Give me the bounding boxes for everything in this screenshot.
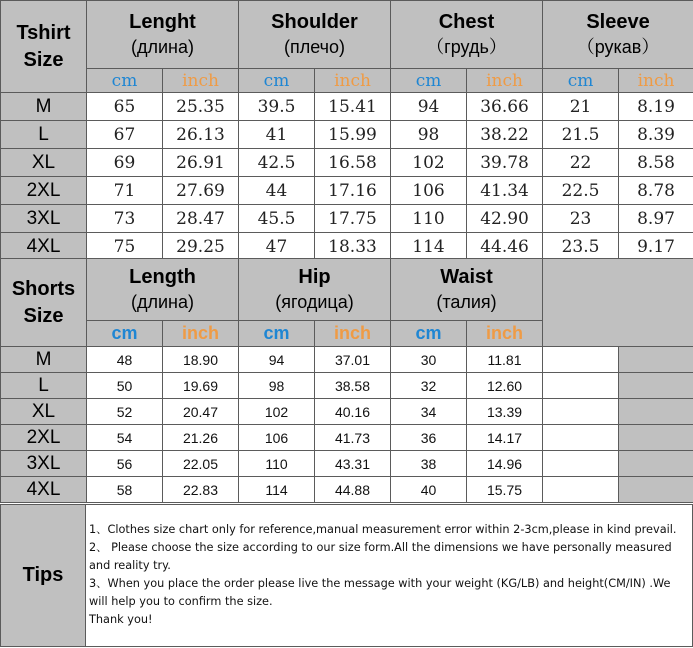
shorts-empty-cell [619, 425, 693, 451]
shorts-cell: 48 [87, 347, 163, 373]
shorts-empty-cell [543, 477, 619, 503]
shorts-empty-cell [619, 347, 693, 373]
shorts-col-hip-ru: (ягодица) [275, 291, 354, 312]
shorts-size-label: XL [1, 399, 87, 425]
shorts-empty-cell [543, 347, 619, 373]
shorts-empty-cell [543, 451, 619, 477]
shorts-cell: 102 [239, 399, 315, 425]
shorts-size-table [0, 258, 693, 503]
shorts-row [1, 425, 693, 451]
tshirt-cell: 17.16 [315, 177, 391, 205]
shorts-size-label: 3XL [1, 451, 87, 477]
tshirt-cell: 44.46 [467, 233, 543, 261]
shorts-col-waist-ru: (талия) [436, 291, 497, 312]
tips-section [0, 504, 693, 648]
tshirt-row [1, 149, 693, 177]
tshirt-col-shoulder-en: Shoulder [271, 10, 358, 33]
shorts-row [1, 347, 693, 373]
tshirt-cell: 69 [87, 149, 163, 177]
tshirt-cell: 22.5 [543, 177, 619, 205]
tshirt-col-sleeve-en: Sleeve [586, 10, 650, 33]
tshirt-col-chest-ru: （грудь） [426, 36, 507, 57]
shorts-cell: 18.90 [163, 347, 239, 373]
tshirt-cell: 42.5 [239, 149, 315, 177]
shorts-cell: 13.39 [467, 399, 543, 425]
tips-label: Tips [22, 564, 64, 586]
shorts-cell: 37.01 [315, 347, 391, 373]
shorts-cell: 22.83 [163, 477, 239, 503]
tshirt-size-label: M [1, 93, 87, 121]
tshirt-col-chest-en: Chest [438, 10, 495, 33]
shorts-empty-cell [619, 451, 693, 477]
tshirt-cell: 71 [87, 177, 163, 205]
tip-line-2: 2、 Please choose the size according to our size form.All the dimensions we have personally measured and reality try. [89, 541, 672, 572]
tshirt-unit-cm: cm [239, 69, 315, 93]
tshirt-cell: 44 [239, 177, 315, 205]
shorts-cell: 22.05 [163, 451, 239, 477]
shorts-col-hip [239, 259, 391, 321]
tshirt-cell: 26.91 [163, 149, 239, 177]
tshirt-size-table [0, 0, 693, 261]
tshirt-col-length-en: Lenght [129, 10, 196, 33]
shorts-cell: 32 [391, 373, 467, 399]
shorts-empty-cell [619, 399, 693, 425]
tshirt-col-chest [391, 1, 543, 69]
tshirt-size-label: 2XL [1, 177, 87, 205]
shorts-cell: 98 [239, 373, 315, 399]
shorts-cell: 30 [391, 347, 467, 373]
shorts-cell: 11.81 [467, 347, 543, 373]
tshirt-corner-line1: Tshirt [16, 21, 71, 44]
tshirt-cell: 22 [543, 149, 619, 177]
tshirt-unit-inch: inch [163, 69, 239, 93]
shorts-col-length-en: Length [129, 265, 196, 288]
tshirt-cell: 8.39 [619, 121, 693, 149]
shorts-empty-cell [543, 373, 619, 399]
tshirt-unit-cm: cm [391, 69, 467, 93]
shorts-row [1, 399, 693, 425]
shorts-cell: 41.73 [315, 425, 391, 451]
tshirt-cell: 25.35 [163, 93, 239, 121]
tshirt-cell: 8.19 [619, 93, 693, 121]
shorts-cell: 110 [239, 451, 315, 477]
shorts-cell: 38 [391, 451, 467, 477]
shorts-row [1, 451, 693, 477]
shorts-cell: 14.96 [467, 451, 543, 477]
tshirt-row [1, 233, 693, 261]
shorts-cell: 52 [87, 399, 163, 425]
tshirt-row [1, 205, 693, 233]
tshirt-cell: 45.5 [239, 205, 315, 233]
shorts-unit-cm: cm [239, 321, 315, 347]
shorts-cell: 36 [391, 425, 467, 451]
tshirt-unit-inch: inch [467, 69, 543, 93]
tshirt-cell: 41.34 [467, 177, 543, 205]
tshirt-cell: 21 [543, 93, 619, 121]
tshirt-cell: 102 [391, 149, 467, 177]
shorts-cell: 106 [239, 425, 315, 451]
tshirt-cell: 42.90 [467, 205, 543, 233]
tshirt-cell: 23.5 [543, 233, 619, 261]
tshirt-unit-inch: inch [619, 69, 693, 93]
tshirt-cell: 65 [87, 93, 163, 121]
shorts-cell: 114 [239, 477, 315, 503]
tshirt-cell: 39.78 [467, 149, 543, 177]
tshirt-body [1, 93, 693, 261]
tshirt-col-sleeve [543, 1, 693, 69]
tshirt-cell: 26.13 [163, 121, 239, 149]
tshirt-cell: 18.33 [315, 233, 391, 261]
shorts-unit-inch: inch [467, 321, 543, 347]
tshirt-cell: 28.47 [163, 205, 239, 233]
tshirt-cell: 8.78 [619, 177, 693, 205]
shorts-unit-cm: cm [391, 321, 467, 347]
shorts-corner-line1: Shorts [11, 277, 76, 300]
tshirt-size-label: L [1, 121, 87, 149]
shorts-cell: 58 [87, 477, 163, 503]
shorts-size-label: 4XL [1, 477, 87, 503]
shorts-cell: 14.17 [467, 425, 543, 451]
tshirt-cell: 47 [239, 233, 315, 261]
tshirt-col-sleeve-ru: （рукав） [576, 36, 660, 57]
shorts-empty-header [543, 259, 693, 347]
shorts-size-label: L [1, 373, 87, 399]
shorts-body [1, 347, 693, 503]
tshirt-cell: 110 [391, 205, 467, 233]
tshirt-unit-cm: cm [543, 69, 619, 93]
tshirt-col-shoulder [239, 1, 391, 69]
tshirt-corner-line2: Size [23, 48, 64, 71]
shorts-size-label: 2XL [1, 425, 87, 451]
shorts-cell: 20.47 [163, 399, 239, 425]
tshirt-col-length-ru: (длина) [131, 36, 194, 57]
tshirt-cell: 106 [391, 177, 467, 205]
tshirt-cell: 8.97 [619, 205, 693, 233]
shorts-cell: 40 [391, 477, 467, 503]
tshirt-col-shoulder-ru: (плечо) [283, 36, 346, 57]
tshirt-size-label: 3XL [1, 205, 87, 233]
tshirt-corner-header [1, 1, 87, 93]
shorts-cell: 19.69 [163, 373, 239, 399]
shorts-cell: 54 [87, 425, 163, 451]
tshirt-size-label: XL [1, 149, 87, 177]
shorts-unit-inch: inch [163, 321, 239, 347]
tshirt-unit-inch: inch [315, 69, 391, 93]
shorts-corner-header [1, 259, 87, 347]
tshirt-cell: 15.41 [315, 93, 391, 121]
shorts-cell: 40.16 [315, 399, 391, 425]
shorts-row [1, 477, 693, 503]
shorts-cell: 34 [391, 399, 467, 425]
tip-line-4: Thank you! [89, 613, 153, 626]
shorts-cell: 12.60 [467, 373, 543, 399]
tshirt-cell: 73 [87, 205, 163, 233]
tshirt-cell: 38.22 [467, 121, 543, 149]
tshirt-cell: 75 [87, 233, 163, 261]
tshirt-cell: 98 [391, 121, 467, 149]
tshirt-cell: 114 [391, 233, 467, 261]
shorts-cell: 94 [239, 347, 315, 373]
tshirt-cell: 15.99 [315, 121, 391, 149]
tshirt-cell: 16.58 [315, 149, 391, 177]
tshirt-cell: 29.25 [163, 233, 239, 261]
tshirt-unit-cm: cm [87, 69, 163, 93]
tshirt-row [1, 177, 693, 205]
shorts-col-hip-en: Hip [298, 265, 331, 288]
tshirt-cell: 41 [239, 121, 315, 149]
shorts-col-waist [391, 259, 543, 321]
shorts-col-length-ru: (длина) [131, 291, 194, 312]
tshirt-cell: 23 [543, 205, 619, 233]
shorts-cell: 44.88 [315, 477, 391, 503]
shorts-corner-line2: Size [23, 304, 64, 327]
tips-text [86, 504, 693, 647]
tshirt-col-length [87, 1, 239, 69]
shorts-cell: 50 [87, 373, 163, 399]
shorts-unit-cm: cm [87, 321, 163, 347]
tshirt-cell: 39.5 [239, 93, 315, 121]
shorts-size-label: M [1, 347, 87, 373]
tshirt-cell: 67 [87, 121, 163, 149]
tshirt-cell: 94 [391, 93, 467, 121]
shorts-col-waist-en: Waist [440, 265, 493, 288]
shorts-row [1, 373, 693, 399]
tip-line-1: 1、Clothes size chart only for reference,manual measurement error within 2-3cm,please in kind prevail. [89, 523, 677, 536]
tshirt-cell: 36.66 [467, 93, 543, 121]
shorts-cell: 15.75 [467, 477, 543, 503]
shorts-col-length [87, 259, 239, 321]
tip-line-3: 3、When you place the order please live the message with your weight (KG/LB) and height(CM/IN) .We will help you to confirm the size. [89, 577, 671, 608]
tshirt-row [1, 93, 693, 121]
shorts-cell: 43.31 [315, 451, 391, 477]
shorts-empty-cell [619, 477, 693, 503]
tshirt-cell: 9.17 [619, 233, 693, 261]
shorts-empty-cell [543, 425, 619, 451]
tshirt-cell: 27.69 [163, 177, 239, 205]
tshirt-row [1, 121, 693, 149]
shorts-unit-inch: inch [315, 321, 391, 347]
tips-label-cell [0, 504, 86, 647]
tshirt-cell: 17.75 [315, 205, 391, 233]
shorts-empty-cell [619, 373, 693, 399]
shorts-cell: 38.58 [315, 373, 391, 399]
tshirt-cell: 8.58 [619, 149, 693, 177]
shorts-empty-cell [543, 399, 619, 425]
shorts-cell: 21.26 [163, 425, 239, 451]
tshirt-size-label: 4XL [1, 233, 87, 261]
tshirt-cell: 21.5 [543, 121, 619, 149]
shorts-cell: 56 [87, 451, 163, 477]
